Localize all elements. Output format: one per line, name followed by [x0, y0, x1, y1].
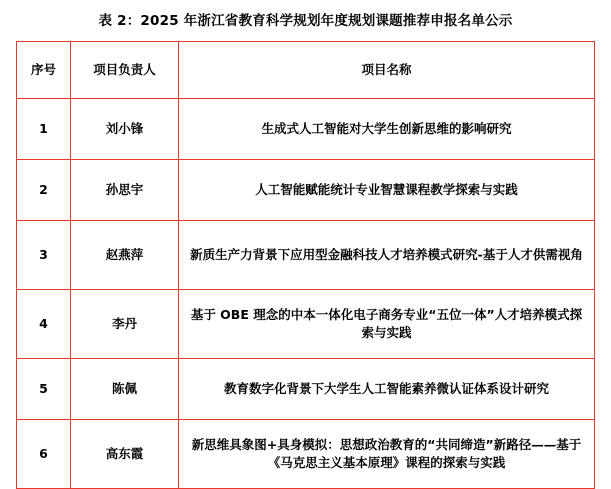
- table-row: [17, 289, 595, 358]
- table-header: [17, 41, 595, 98]
- cell-no: 6: [17, 419, 71, 488]
- table-row: [17, 159, 595, 220]
- cell-project-name: 人工智能赋能统计专业智慧课程教学探索与实践: [179, 159, 595, 220]
- column-header-leader: 项目负责人: [71, 41, 179, 98]
- column-header-no: 序号: [17, 41, 71, 98]
- cell-project-name: 新思维具象图+具身模拟：思想政治教育的“共同缔造”新路径——基于《马克思主义基本原理》课程的探索与实践: [179, 419, 595, 488]
- table-row: [17, 220, 595, 289]
- cell-project-name: 基于 OBE 理念的中本一体化电子商务专业“五位一体”人才培养模式探索与实践: [179, 289, 595, 358]
- cell-no: 4: [17, 289, 71, 358]
- cell-leader: 刘小锋: [71, 98, 179, 159]
- table-row: [17, 419, 595, 488]
- cell-no: 5: [17, 358, 71, 419]
- column-header-name: 项目名称: [179, 41, 595, 98]
- cell-leader: 陈佩: [71, 358, 179, 419]
- cell-leader: 李丹: [71, 289, 179, 358]
- cell-project-name: 教育数字化背景下大学生人工智能素养微认证体系设计研究: [179, 358, 595, 419]
- cell-project-name: 生成式人工智能对大学生创新思维的影响研究: [179, 98, 595, 159]
- cell-no: 3: [17, 220, 71, 289]
- table-row: [17, 358, 595, 419]
- page-title: 表 2：2025 年浙江省教育科学规划年度规划课题推荐申报名单公示: [98, 13, 513, 29]
- cell-no: 2: [17, 159, 71, 220]
- table-body: [17, 98, 595, 488]
- cell-no: 1: [17, 98, 71, 159]
- applicants-table: [16, 41, 595, 489]
- cell-leader: 孙思宇: [71, 159, 179, 220]
- cell-project-name: 新质生产力背景下应用型金融科技人才培养模式研究-基于人才供需视角: [179, 220, 595, 289]
- table-header-row: [17, 41, 595, 98]
- cell-leader: 赵燕萍: [71, 220, 179, 289]
- table-row: [17, 98, 595, 159]
- cell-leader: 高东霞: [71, 419, 179, 488]
